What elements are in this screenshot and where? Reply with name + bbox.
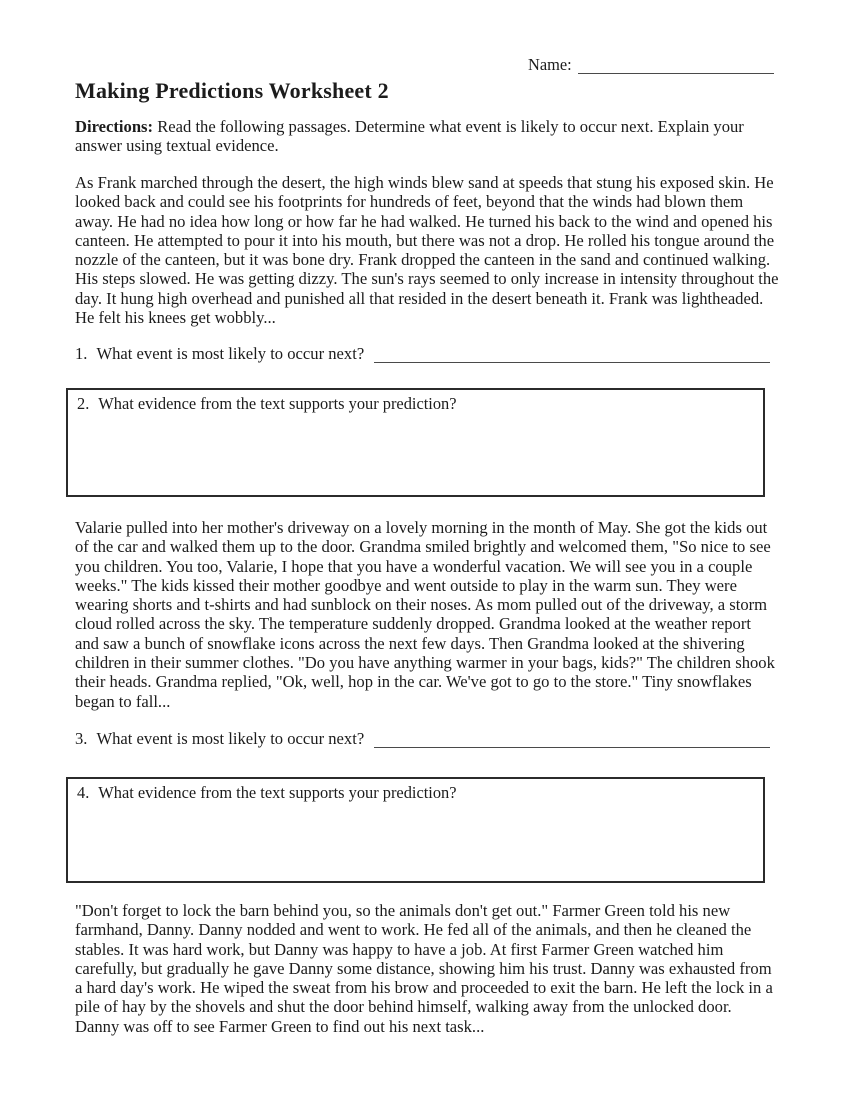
question-2-number: 2. — [77, 394, 90, 413]
question-4-number: 4. — [77, 783, 90, 802]
name-label: Name: — [528, 55, 572, 74]
passage-2: Valarie pulled into her mother's driveway on a lovely morning in the month of May. She got the kids out of the car and walked them up to the door. Grandma smiled brightly and welcomed them, "So nice to see you children. You too, Valarie, I hope that you have a wonderful vacation. We will see you in a couple weeks." The kids kissed their mother goodbye and went outside to play in the warm sun. They were wearing shorts and t-shirts and had sunblock on their noses. As mom pulled out of the driveway, a storm cloud rolled across the sky. The temperature suddenly dropped. Grandma looked at the weather report and saw a bunch of snowflake icons across the next few days. Then Grandma looked at the shivering children in their summer clothes. "Do you have anything warmer in your bags, kids?" The children shook their heads. Grandma replied, "Ok, well, hop in the car. We've got to go to the store." Tiny snowflakes began to fall... — [75, 518, 775, 711]
directions-paragraph — [75, 117, 777, 156]
answer-line-q1[interactable] — [374, 347, 770, 363]
directions-label: Directions: — [75, 117, 154, 136]
question-3-prompt: What event is most likely to occur next? — [96, 729, 365, 748]
answer-line-q3[interactable] — [374, 732, 770, 748]
question-1-prompt: What event is most likely to occur next? — [96, 344, 365, 363]
question-1-row — [75, 344, 770, 363]
question-1-number: 1. — [75, 344, 88, 363]
question-2-prompt: What evidence from the text supports your prediction? — [98, 394, 457, 413]
directions-text: Read the following passages. Determine what event is likely to occur next. Explain your answer using textual evidence. — [75, 117, 744, 156]
question-4-prompt: What evidence from the text supports your prediction? — [98, 783, 457, 802]
name-field-row — [528, 56, 774, 74]
answer-box-q2[interactable] — [66, 388, 765, 497]
question-3-number: 3. — [75, 729, 88, 748]
answer-box-q4[interactable] — [66, 777, 765, 883]
question-2-row — [68, 390, 763, 413]
question-3-row — [75, 729, 770, 748]
name-input-line[interactable] — [578, 57, 774, 74]
passage-3: "Don't forget to lock the barn behind you, so the animals don't get out." Farmer Green told his new farmhand, Danny. Danny nodded and went to work. He fed all of the animals, and then he cleaned the stables. It was hard work, but Danny was happy to have a job. At first Farmer Green watched him carefully, but gradually he gave Danny some distance, showing him his trust. Danny was exhausted from a hard day's work. He wiped the sweat from his brow and proceeded to exit the barn. He left the lock in a pile of hay by the shovels and shut the door behind himself, walking away from the unlocked door. Danny was off to see Farmer Green to find out his next task... — [75, 901, 773, 1036]
page-title: Making Predictions Worksheet 2 — [75, 78, 389, 103]
question-4-row — [68, 779, 763, 802]
passage-1: As Frank marched through the desert, the high winds blew sand at speeds that stung his exposed skin. He looked back and could see his footprints for hundreds of feet, beyond that the winds had blown them away. He had no idea how long or how far he had walked. He turned his back to the wind and opened his canteen. He attempted to pour it into his mouth, but there was not a drop. He rolled his tongue around the nozzle of the canteen, but it was bone dry. Frank dropped the canteen in the sand and continued walking. His steps slowed. He was getting dizzy. The sun's rays seemed to only increase in intensity throughout the day. It hung high overhead and punished all that resided in the desert beneath it. Frank was lightheaded. He felt his knees get wobbly... — [75, 173, 779, 328]
